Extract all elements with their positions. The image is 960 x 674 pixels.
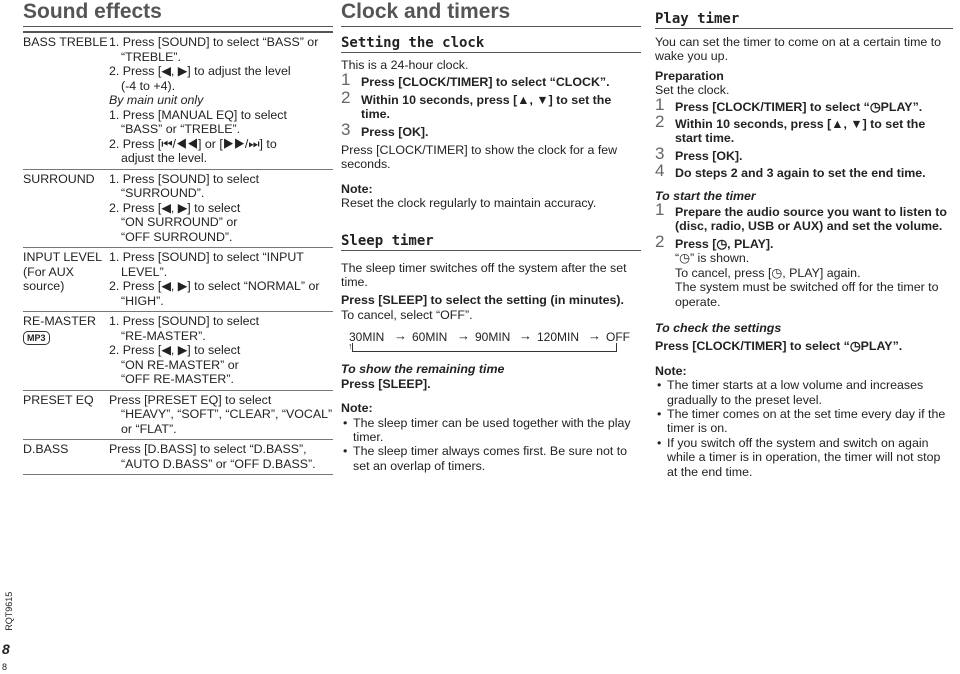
row-content: [109, 442, 333, 471]
notes-list: [341, 416, 641, 474]
line: 2. Press [◀, ▶] to adjust the level: [109, 64, 291, 78]
detail-text: To cancel, press [◷, PLAY] again.: [675, 265, 861, 280]
line: “TREBLE”.: [121, 49, 181, 64]
step-number: 1: [655, 200, 665, 220]
instruction-text: Press [SLEEP] to select the setting (in minutes).: [341, 293, 624, 308]
arrow-right-icon: →: [394, 328, 407, 344]
cancel-text: To cancel, select “OFF”.: [341, 307, 473, 322]
step: [655, 112, 953, 146]
list-item: • The timer comes on at the set time every day if the timer is on.: [667, 407, 953, 436]
list-item: • The timer starts at a low volume and increases gradually to the preset level.: [667, 378, 953, 407]
divider: [341, 26, 641, 27]
action-text: Press [CLOCK/TIMER] to select “◷PLAY”.: [655, 339, 903, 354]
row-label: BASS TREBLE: [23, 35, 108, 49]
line: 1. Press [SOUND] to select “BASS” or: [109, 35, 319, 49]
divider: [341, 52, 641, 53]
step: [655, 200, 953, 234]
step: [655, 94, 953, 114]
step-number: 1: [655, 94, 665, 114]
divider: [655, 28, 953, 29]
step-number: 4: [655, 161, 665, 181]
clock-timers-section: [341, 0, 641, 473]
loop-line: [352, 343, 617, 352]
row-content: [109, 35, 333, 166]
step-details: [655, 251, 953, 309]
line: LEVEL”.: [121, 264, 168, 279]
row-label: [23, 314, 109, 387]
line: 1. Press [SOUND] to select “INPUT: [109, 250, 304, 264]
step-number: 3: [655, 143, 665, 163]
step: [341, 70, 641, 90]
preparation-text: Set the clock.: [655, 83, 730, 98]
line: Press [PRESET EQ] to select: [109, 392, 272, 407]
sound-effects-section: [23, 0, 333, 475]
intro-text: The sleep timer switches off the system after the set time.: [341, 260, 627, 290]
document-code: RQT9615: [3, 591, 14, 631]
line: (-4 to +4).: [121, 78, 176, 93]
step-number: 2: [341, 87, 351, 107]
step-text: Within 10 seconds, press [▲, ▼] to set the start time.: [675, 117, 926, 146]
row-content: [109, 250, 333, 308]
step: [341, 119, 641, 139]
line: “SURROUND”.: [121, 186, 205, 200]
row-label-text: RE-MASTER: [23, 314, 96, 328]
line: “HEAVY”, “SOFT”, “CLEAR”, “VOCAL”: [121, 407, 333, 421]
line: “BASS” or “TREBLE”.: [121, 122, 241, 136]
line: By main unit only: [109, 93, 204, 107]
line: “HIGH”.: [121, 293, 164, 308]
mp3-badge: MP3: [23, 331, 50, 345]
intro-text: This is a 24-hour clock.: [341, 58, 469, 72]
subheading: To start the timer: [655, 188, 756, 203]
line: 1. Press [SOUND] to select: [109, 314, 260, 328]
play-timer-section: [655, 0, 953, 479]
line: “AUTO D.BASS” or “OFF D.BASS”.: [121, 456, 316, 471]
line: “ON SURROUND” or: [121, 215, 238, 229]
line: 2. Press [◀, ▶] to select “NORMAL” or: [109, 279, 320, 293]
page-number-small: 8: [2, 662, 8, 672]
step: [655, 143, 953, 163]
step-number: 2: [655, 112, 665, 132]
row-label: SURROUND: [23, 171, 95, 186]
line: “RE-MASTER”.: [121, 328, 206, 343]
line: adjust the level.: [121, 151, 208, 165]
row-label: D.BASS: [23, 442, 69, 456]
table-row: [23, 248, 333, 312]
line: “OFF SURROUND”.: [121, 229, 233, 244]
step-number: 3: [341, 119, 351, 139]
arrow-right-icon: →: [519, 328, 532, 344]
section-title: Sound effects: [23, 0, 162, 23]
table-row: [23, 440, 333, 475]
line: “OFF RE-MASTER”.: [121, 372, 234, 386]
arrow-right-icon: →: [588, 328, 601, 344]
line: 2. Press [◀, ▶] to select: [109, 200, 241, 215]
flow-item: 120MIN: [537, 330, 580, 345]
step-text: Prepare the audio source you want to listen to (disc, radio, USB or AUX) and set the volume.: [675, 205, 947, 234]
arrow-right-icon: →: [457, 328, 470, 344]
flow-item: 30MIN: [349, 330, 385, 345]
page-number: 8: [2, 641, 10, 657]
step-text: Press [◷, PLAY].: [675, 236, 774, 251]
row-content: [109, 314, 333, 387]
step-text: Press [OK].: [675, 148, 743, 163]
step: [655, 231, 953, 251]
line: or “FLAT”.: [121, 421, 177, 436]
step-text: Within 10 seconds, press [▲, ▼] to set the time.: [361, 92, 612, 122]
line: 1. Press [SOUND] to select: [109, 171, 260, 186]
subsection-title: Sleep timer: [341, 232, 434, 249]
intro-text: You can set the timer to come on at a certain time to wake you up.: [655, 35, 942, 64]
table-row: [23, 31, 333, 170]
step-text: Press [OK].: [361, 124, 429, 139]
step-number: 2: [655, 231, 665, 251]
step-text: Press [CLOCK/TIMER] to select “◷PLAY”.: [675, 99, 923, 114]
flow-item: 60MIN: [412, 330, 448, 345]
list-item: • The sleep timer always comes first. Be sure not to set an overlap of timers.: [353, 444, 641, 473]
arrow-up-icon: ↑: [348, 341, 353, 352]
notes-list: [655, 378, 953, 479]
note-label: Note:: [341, 401, 373, 416]
subheading: To check the settings: [655, 320, 782, 335]
subsection-title: Setting the clock: [341, 35, 485, 51]
step: [341, 87, 641, 122]
table-row: [23, 170, 333, 249]
flow-item: OFF: [606, 330, 630, 345]
step-number: 1: [341, 70, 351, 90]
line: 1. Press [MANUAL EQ] to select: [109, 107, 287, 122]
row-content: [109, 393, 333, 437]
note-label: Note:: [655, 363, 687, 378]
table-row: [23, 391, 333, 441]
sound-effects-table: [23, 31, 333, 475]
detail-text: The system must be switched off for the timer to operate.: [675, 280, 939, 309]
line: Press [D.BASS] to select “D.BASS”,: [109, 442, 307, 456]
detail-text: “◷” is shown.: [675, 251, 750, 266]
preparation-label: Preparation: [655, 68, 724, 83]
note-label: Note:: [341, 181, 373, 196]
table-row: [23, 312, 333, 391]
section-title: Play timer: [655, 11, 740, 27]
line: 2. Press [◀, ▶] to select: [109, 343, 241, 357]
action-text: Press [SLEEP].: [341, 376, 431, 391]
row-label: PRESET EQ: [23, 392, 94, 407]
divider: [23, 26, 333, 27]
subheading: To show the remaining time: [341, 362, 505, 377]
body-text: Press [CLOCK/TIMER] to show the clock for a few seconds.: [341, 143, 618, 172]
step-text: Press [CLOCK/TIMER] to select “CLOCK”.: [361, 75, 610, 90]
step: [655, 161, 953, 181]
row-label: INPUT LEVEL (For AUX source): [23, 250, 102, 293]
step-text: Do steps 2 and 3 again to set the end time.: [675, 166, 926, 181]
sleep-flow-diagram: [341, 330, 641, 356]
row-content: [109, 172, 333, 245]
divider: [341, 250, 641, 251]
flow-item: 90MIN: [475, 330, 511, 345]
line: “ON RE-MASTER” or: [121, 357, 239, 372]
list-item: • If you switch off the system and switch on again while a timer is in operation, the timer will not stop at the end time.: [667, 436, 953, 479]
line: 2. Press [⏮/◀◀] or [▶▶/⏭] to: [109, 136, 277, 151]
note-text: Reset the clock regularly to maintain accuracy.: [341, 196, 597, 211]
section-title: Clock and timers: [341, 0, 511, 23]
list-item: • The sleep timer can be used together with the play timer.: [353, 416, 641, 445]
